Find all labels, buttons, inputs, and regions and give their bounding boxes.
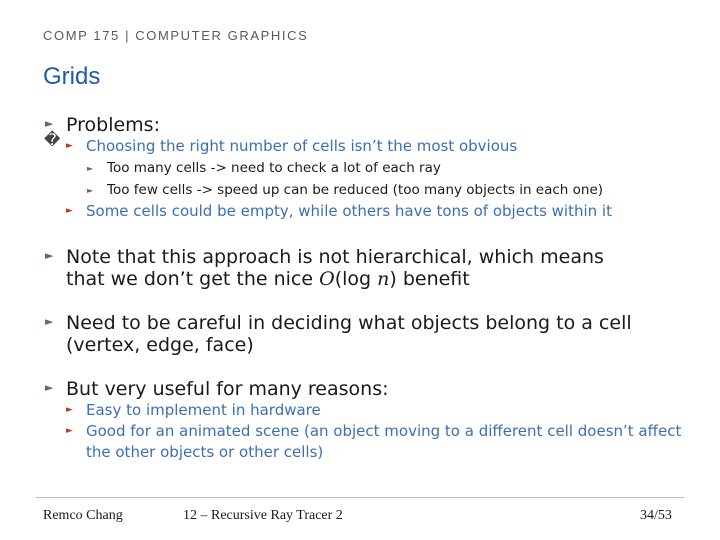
sub-bullet: ► Some cells could be empty, while others have tons of objects within it	[66, 202, 612, 220]
slide-content	[45, 114, 695, 463]
bullet-icon: ►	[45, 117, 54, 130]
bullet-careful: ► Need to be careful in deciding what objects belong to a cell (vertex, edge, face)	[45, 312, 632, 356]
slide-title: Grids	[43, 63, 101, 90]
bullet-icon: ►	[66, 141, 73, 151]
sub-bullet: ► Good for an animated scene (an object moving to a different cell doesn’t affect the other objects or other cells)	[66, 422, 682, 461]
bullet-icon: ►	[66, 426, 73, 436]
bullet-icon: ►	[45, 315, 54, 328]
bullet-icon: ►	[87, 186, 94, 195]
bullet-icon: ►	[45, 249, 54, 262]
footer-divider	[36, 497, 684, 498]
footer-page-number: 34/53	[640, 508, 672, 523]
missing-glyph-icon: �	[44, 130, 61, 149]
sub-sub-bullet: ► Too many cells -> need to check a lot of each ray	[87, 157, 695, 179]
bullet-icon: ►	[66, 405, 73, 415]
bullet-useful: ► But very useful for many reasons:	[45, 378, 389, 400]
footer-lecture: 12 – Recursive Ray Tracer 2	[183, 508, 343, 523]
bullet-note: ► Note that this approach is not hierarchical, which means that we don’t get the nice O(log n) benefit	[45, 246, 604, 290]
bullet-icon: ►	[45, 381, 54, 394]
sub-bullet: ► Easy to implement in hardware	[66, 401, 321, 419]
course-header: COMP 175 | COMPUTER GRAPHICS	[43, 28, 309, 43]
sub-sub-bullet: ► Too few cells -> speed up can be reduced (too many objects in each one)	[87, 179, 695, 201]
bullet-problems: ► � Problems:	[44, 114, 160, 149]
bullet-icon: ►	[87, 164, 94, 173]
sub-bullet: ► Choosing the right number of cells isn’t the most obvious	[66, 137, 518, 155]
footer-author: Remco Chang	[43, 508, 123, 523]
bullet-icon: ►	[66, 206, 73, 216]
